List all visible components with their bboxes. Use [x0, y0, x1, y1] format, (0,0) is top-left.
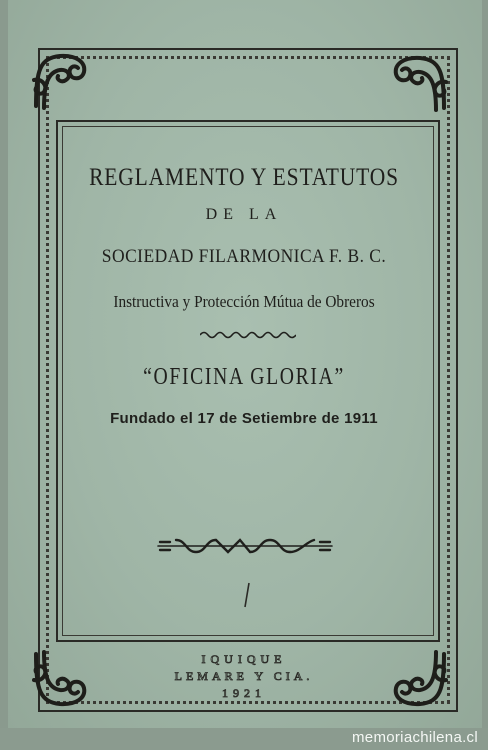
corner-ornament-icon [30, 50, 92, 112]
imprint-city: IQUIQUE [201, 652, 287, 666]
office-name: “OFICINA GLORIA” [143, 364, 345, 390]
imprint-printer: LEMARE Y CIA. [174, 669, 314, 683]
connector-text: DE LA [205, 206, 283, 223]
imprint-year: 1921 [222, 686, 266, 700]
founding-date: Fundado el 17 de Setiembre de 1911 [110, 410, 378, 427]
watermark-text: memoriachilena.cl [352, 729, 478, 746]
corner-ornament-icon [388, 52, 450, 114]
wave-divider-icon [200, 330, 296, 340]
pen-mark [244, 582, 250, 608]
society-subtitle: Instructiva y Protección Mútua de Obreros [113, 292, 375, 311]
flourish-ornament-icon [156, 536, 334, 556]
document-title: REGLAMENTO Y ESTATUTOS [89, 164, 399, 191]
society-name: SOCIEDAD FILARMONICA F. B. C. [101, 246, 387, 267]
